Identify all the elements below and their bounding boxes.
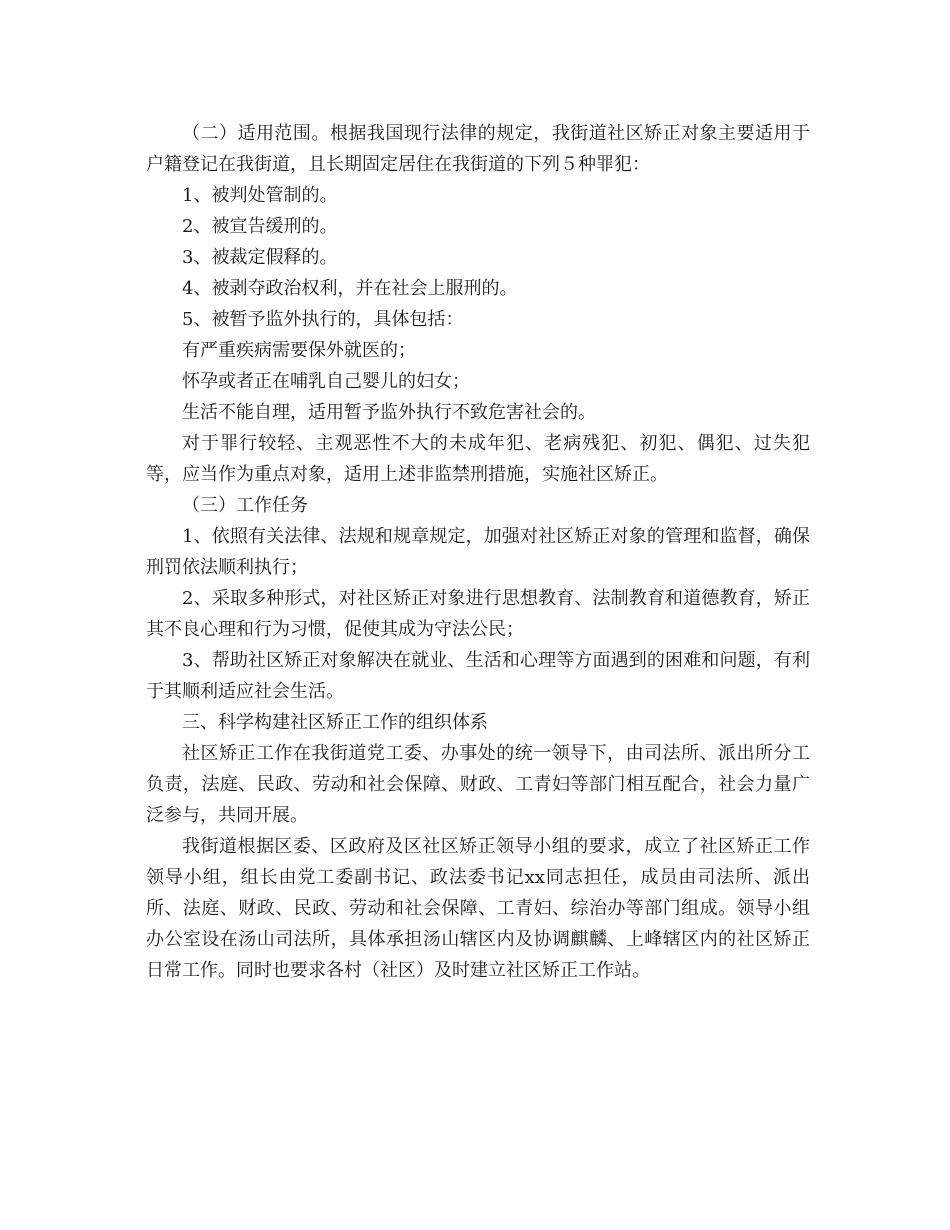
task-item: 2、采取多种形式，对社区矫正对象进行思想教育、法制教育和道德教育，矫正其不良心理和行为习惯，促使其成为守法公民；	[146, 588, 810, 640]
paragraph-scope: （二）适用范围。根据我国现行法律的规定，我街道社区矫正对象主要适用于户籍登记在我街道，且长期固定居住在我街道的下列５种罪犯：	[146, 123, 810, 175]
paragraph-focus-objects: 对于罪行较轻、主观恶性不大的未成年犯、老病残犯、初犯、偶犯、过失犯等，应当作为重点对象，适用上述非监禁刑措施，实施社区矫正。	[146, 433, 810, 485]
section-heading-organization: 三、科学构建社区矫正工作的组织体系	[182, 712, 488, 733]
sub-item: 有严重疾病需要保外就医的；	[182, 340, 416, 361]
list-item: 4、被剥夺政治权利，并在社会上服刑的。	[182, 278, 518, 299]
list-item: 5、被暂予监外执行的，具体包括：	[182, 309, 464, 330]
list-item: 3、被裁定假释的。	[182, 247, 338, 268]
list-item: 1、被判处管制的。	[182, 185, 338, 206]
paragraph-working-group: 我街道根据区委、区政府及区社区矫正领导小组的要求，成立了社区矫正工作领导小组，组长由党工委副书记、政法委书记xx同志担任，成员由司法所、派出所、法庭、财政、民政、劳动和社会保障、工青妇、综治办等部门组成。领导小组办公室设在汤山司法所，具体承担汤山辖区内及协调麒麟、上峰辖区内的社区矫正日常工作。同时也要求各村（社区）及时建立社区矫正工作站。	[146, 836, 810, 981]
document-body	[146, 118, 810, 986]
task-item: 1、依照有关法律、法规和规章规定，加强对社区矫正对象的管理和监督，确保刑罚依法顺利执行；	[146, 526, 810, 578]
sub-item: 生活不能自理，适用暂予监外执行不致危害社会的。	[182, 402, 596, 423]
list-item: 2、被宣告缓刑的。	[182, 216, 338, 237]
sub-item: 怀孕或者正在哺乳自己婴儿的妇女；	[182, 371, 470, 392]
paragraph-leadership: 社区矫正工作在我街道党工委、办事处的统一领导下，由司法所、派出所分工负责，法庭、民政、劳动和社会保障、财政、工青妇等部门相互配合，社会力量广泛参与，共同开展。	[146, 743, 810, 826]
task-item: 3、帮助社区矫正对象解决在就业、生活和心理等方面遇到的困难和问题，有利于其顺利适应社会生活。	[146, 650, 810, 702]
section-heading-tasks: （三）工作任务	[182, 495, 308, 516]
